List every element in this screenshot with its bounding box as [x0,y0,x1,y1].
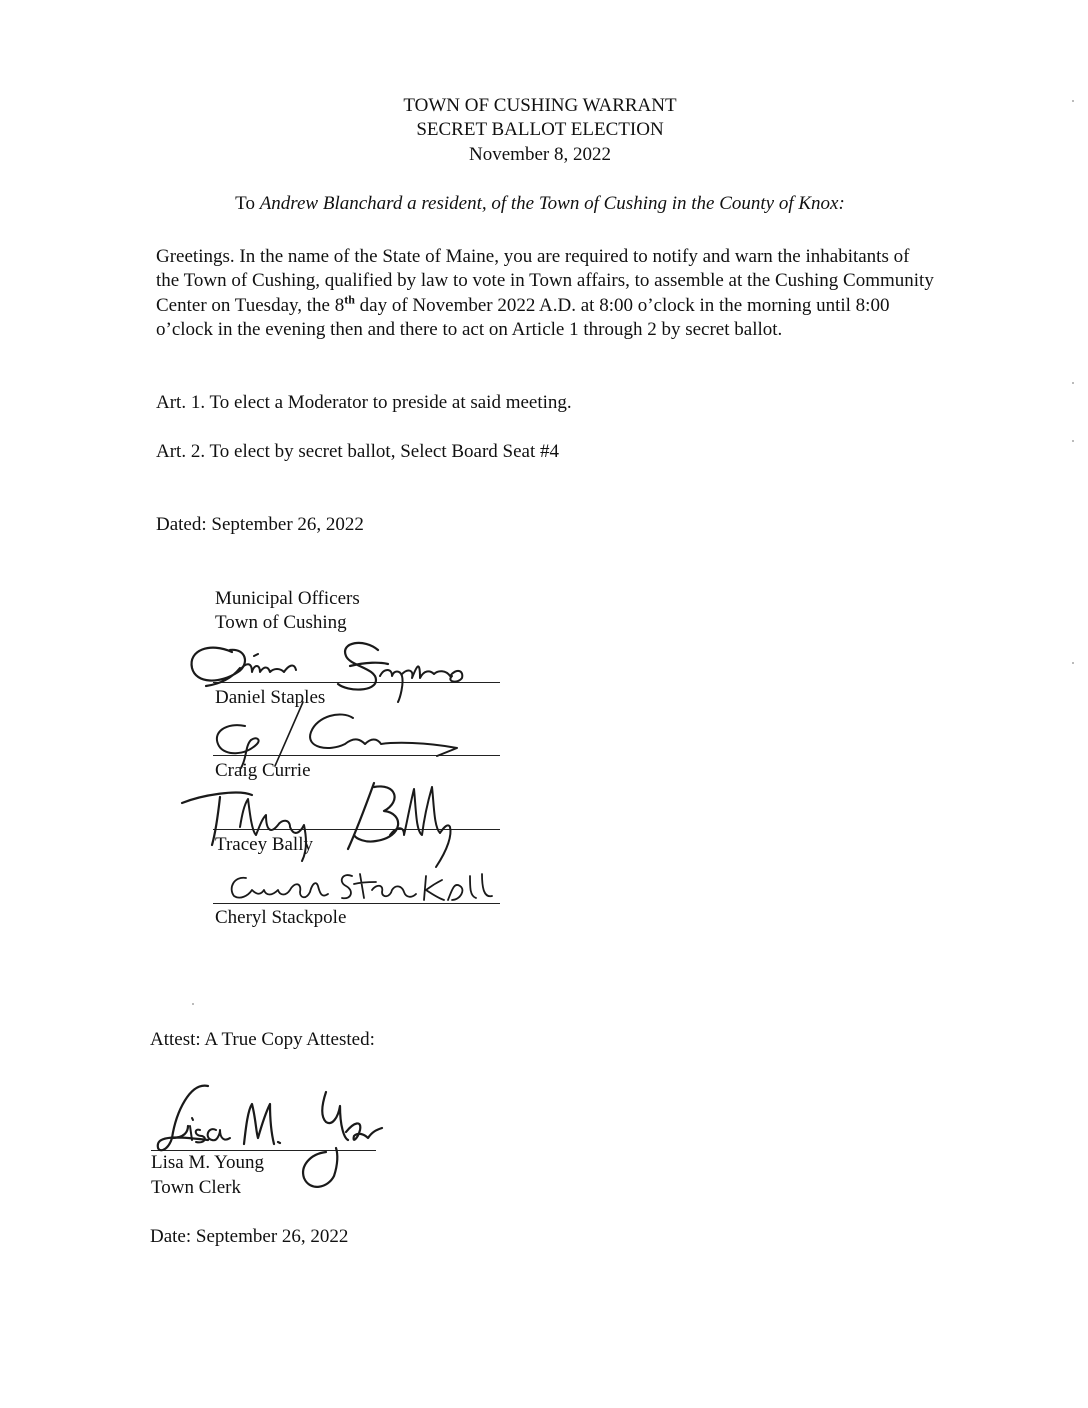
dated-line: Dated: September 26, 2022 [156,514,364,535]
scan-speck [1072,662,1074,664]
to-recipient: Andrew Blanchard a resident, of the Town of Cushing in the County of Knox: [259,193,845,214]
greeting-part1: Greetings. In the name of the State of Maine, you are required to notify and warn the inhabitants of the Town of Cushing, qualified by law to vote in Town affairs, to assemble at the Cushing Community Center on Tuesday, the 8 [156,246,934,316]
attest-label: Attest: A True Copy Attested: [150,1029,375,1050]
greeting-part2: day of November 2022 A.D. at 8:00 o’clock in the morning until 8:00 o’clock in the evening then and there to act on Article 1 through 2 by secret ballot. [156,294,890,341]
signature-cheryl-stackpole [220,860,510,920]
scan-speck [192,1003,194,1005]
officers-town: Town of Cushing [215,612,347,633]
election-date: November 8, 2022 [469,144,611,165]
to-prefix: To [235,193,260,214]
clerk-title: Town Clerk [151,1177,241,1198]
scan-speck [1072,100,1074,102]
election-type: SECRET BALLOT ELECTION [416,119,664,140]
clerk-name: Lisa M. Young [151,1152,264,1173]
warrant-title: TOWN OF CUSHING WARRANT [403,95,677,116]
officers-title: Municipal Officers [215,588,360,609]
greeting-paragraph [156,245,936,343]
attest-date: Date: September 26, 2022 [150,1226,349,1247]
signer-name-2: Craig Currie [215,760,311,781]
signature-craig-currie [205,696,475,776]
scan-speck [1072,382,1074,384]
signer-name-4: Cheryl Stackpole [215,907,347,928]
signature-tracey-bally [178,775,468,870]
scan-speck [1072,440,1074,442]
to-line [0,192,1080,216]
signer-name-3: Tracey Bally [215,834,313,855]
signer-name-1: Daniel Staples [215,687,326,708]
article-1: Art. 1. To elect a Moderator to preside at said meeting. [156,392,572,413]
article-2: Art. 2. To elect by secret ballot, Select Board Seat #4 [156,441,560,462]
greeting-superscript: th [344,292,355,307]
